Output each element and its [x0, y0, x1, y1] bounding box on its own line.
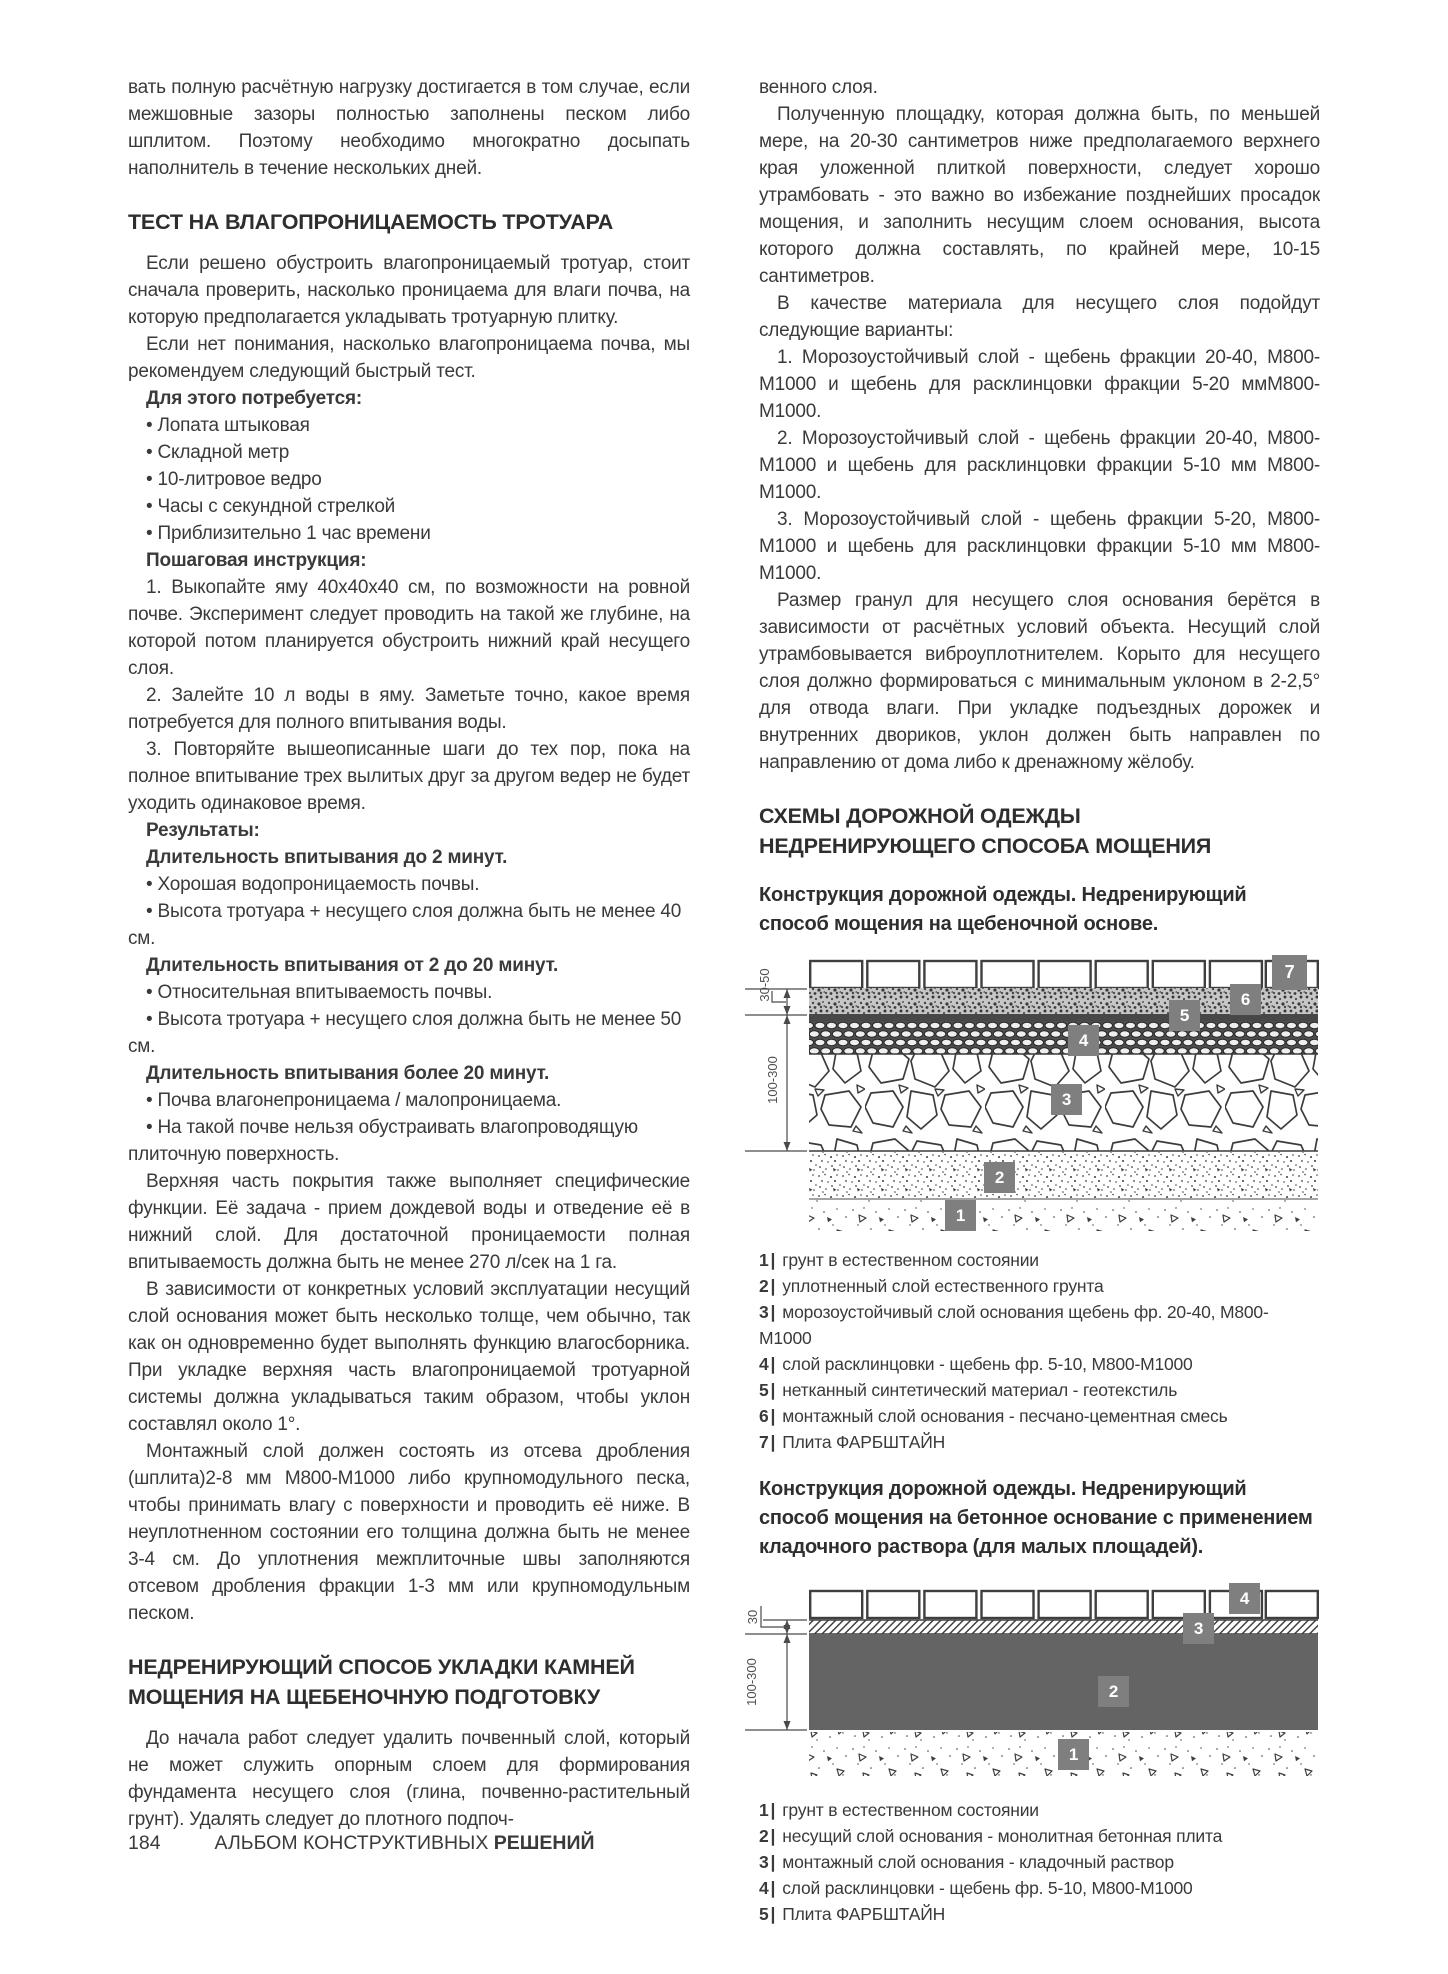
step-item: 2. Залейте 10 л воды в яму. Заметьте точно, какое время потребуется для полного впитывания воды.	[128, 685, 690, 733]
legend-text: грунт в естественном состоянии	[782, 1800, 1039, 1820]
legend-text: грунт в естественном состоянии	[782, 1250, 1039, 1270]
legend-separator: |	[770, 1878, 776, 1898]
bullet-item: • Складной метр	[146, 442, 290, 463]
layer-badge: 3	[1183, 1613, 1214, 1644]
legend-item	[759, 1849, 1320, 1875]
legend-separator: |	[770, 1904, 776, 1924]
legend-text: монтажный слой основания - кладочный раствор	[782, 1852, 1174, 1872]
legend-separator: |	[770, 1800, 776, 1820]
subheading-concrete-base: Конструкция дорожной одежды. Недренирующий способ мощения на бетонное основание с применением кладочного раствора (для малых площадей).	[759, 1478, 1313, 1558]
legend-number: 1	[759, 1800, 769, 1820]
paragraph: вать полную расчётную нагрузку достигается в том случае, если межшовные зазоры полностью заполнены песком либо шплитом. Поэтому необходимо многократно досыпать наполнитель в течение нескольких дней.	[128, 77, 690, 179]
layer-badge: 2	[984, 1162, 1015, 1193]
label-required: Для этого потребуется:	[146, 388, 363, 409]
page-footer	[128, 1832, 594, 1855]
variant-item: 3. Морозоустойчивый слой - щебень фракции 5-20, М800-М1000 и щебень для расклинцовки фракции 5-10 мм М800-М1000.	[759, 509, 1320, 584]
legend-separator: |	[770, 1852, 776, 1872]
paragraph: венного слоя.	[759, 77, 878, 98]
legend-item	[759, 1823, 1320, 1849]
legend-item	[759, 1351, 1320, 1377]
legend-number: 4	[759, 1354, 769, 1374]
legend-text: слой расклинцовки - щебень фр. 5-10, М800-М1000	[782, 1354, 1193, 1374]
paragraph: Если решено обустроить влагопроницаемый тротуар, стоит сначала проверить, насколько проницаема для влаги почва, на которую предполагается укладывать тротуарную плитку.	[128, 253, 690, 328]
layer-concrete-slab	[809, 1634, 1318, 1730]
legend-text: слой расклинцовки - щебень фр. 5-10, М800-М1000	[782, 1878, 1193, 1898]
legend-item	[759, 1875, 1320, 1901]
heading-line: МОЩЕНИЯ НА ЩЕБЕНОЧНУЮ ПОДГОТОВКУ	[128, 1685, 601, 1709]
legend-text: монтажный слой основания - песчано-цементная смесь	[782, 1406, 1228, 1426]
step-item: 3. Повторяйте вышеописанные шаги до тех пор, пока на полное впитывание трех вылитых друг за другом ведер не будет уходить одинаковое время.	[128, 739, 690, 814]
variant-item: 2. Морозоустойчивый слой - щебень фракции 20-40, М800-М1000 и щебень для расклинцовки фракции 5-10 мм М800-М1000.	[759, 428, 1320, 503]
paragraph: Монтажный слой должен состоять из отсева дробления (шплита)2-8 мм М800-М1000 либо крупномодульного песка, чтобы принимать влагу с поверхности и проводить её ниже. В неуплотненном состоянии его толщина должна быть не менее 3-4 см. До уплотнения межплиточные швы заполняются отсевом дробления фракции 1-3 мм или крупномодульным песком.	[128, 1441, 690, 1624]
variant-item: 1. Морозоустойчивый слой - щебень фракции 20-40, М800-М1000 и щебень для расклинцовки фракции 5-20 ммМ800-М1000.	[759, 347, 1320, 422]
dimension-label: 100-300	[765, 1056, 780, 1104]
legend-text: морозоустойчивый слой основания щебень фр. 20-40, М800-М1000	[759, 1302, 1269, 1348]
result-title: Длительность впитывания от 2 до 20 минут.	[146, 955, 559, 976]
layer-badge: 3	[1051, 1084, 1082, 1115]
diagram-gravel-base	[745, 953, 1320, 1231]
legend-number: 3	[759, 1302, 769, 1322]
layer-badge: 4	[1068, 1025, 1099, 1056]
legend-number: 2	[759, 1826, 769, 1846]
legend-number: 6	[759, 1406, 769, 1426]
layer-badge: 6	[1230, 984, 1261, 1015]
subheading-gravel-base: Конструкция дорожной одежды. Недренирующий способ мощения на щебеночной основе.	[759, 884, 1247, 935]
bullet-item: • Часы с секундной стрелкой	[146, 496, 396, 517]
legend-concrete-base	[759, 1797, 1320, 1927]
bullet-item: • Лопата штыковая	[146, 415, 310, 436]
legend-number: 5	[759, 1904, 769, 1924]
dimension-label: 30-50	[757, 968, 772, 1002]
legend-separator: |	[770, 1406, 776, 1426]
left-column	[128, 74, 690, 1833]
layer-badge: 1	[945, 1200, 976, 1231]
paragraph: Размер гранул для несущего слоя основания берётся в зависимости от расчётных условий объекта. Несущий слой утрамбовывается виброуплотнителем. Корыто для несущего слоя должно формироваться с минимальным уклоном в 2-2,5° для отвода влаги. При укладке подъездных дорожек и внутренних двориков, уклон должен быть направлен по направлению от дома либо к дренажному жёлобу.	[759, 590, 1320, 773]
footer-title-bold: РЕШЕНИЙ	[493, 1832, 595, 1854]
legend-separator: |	[770, 1432, 776, 1452]
bullet-item: • 10-литровое ведро	[146, 469, 322, 490]
label-results: Результаты:	[146, 820, 260, 841]
layer-masonry-mortar	[809, 1620, 1318, 1634]
paragraph: Верхняя часть покрытия также выполняет специфические функции. Её задача - прием дождевой воды и отведение её в нижний слой. Для достаточной проницаемости полная впитываемость должна быть не менее 270 л/сек на 1 га.	[128, 1171, 690, 1273]
bullet-item: • Хорошая водопроницаемость почвы.	[146, 874, 480, 895]
heading-nondraining-method	[128, 1652, 690, 1712]
legend-number: 1	[759, 1250, 769, 1270]
layer-compacted-soil	[809, 1152, 1318, 1199]
bullet-item: • Приблизительно 1 час времени	[146, 523, 431, 544]
legend-separator: |	[770, 1250, 776, 1270]
result-title: Длительность впитывания до 2 минут.	[146, 847, 508, 868]
layer-natural-soil	[809, 1200, 1318, 1231]
legend-item	[759, 1273, 1320, 1299]
layer-geotextile	[809, 1014, 1318, 1021]
layer-badge: 1	[1058, 1739, 1089, 1770]
heading-line: НЕДРЕНИРУЮЩИЙ СПОСОБ УКЛАДКИ КАМНЕЙ	[128, 1655, 635, 1679]
legend-item	[759, 1901, 1320, 1927]
paragraph: Если нет понимания, насколько влагопроницаема почва, мы рекомендуем следующий быстрый тест.	[128, 334, 690, 382]
layer-wedging-gravel	[809, 1021, 1318, 1054]
bullet-item: • Относительная впитываемость почвы.	[146, 982, 493, 1003]
dimension-label: 100-300	[744, 1658, 759, 1706]
legend-number: 2	[759, 1276, 769, 1296]
footer-book-title	[215, 1832, 595, 1854]
legend-separator: |	[770, 1380, 776, 1400]
legend-separator: |	[770, 1302, 776, 1322]
legend-separator: |	[770, 1276, 776, 1296]
legend-text: нетканный синтетический материал - геотекстиль	[782, 1380, 1178, 1400]
diagram-concrete-base	[745, 1576, 1320, 1781]
legend-text: уплотненный слой естественного грунта	[782, 1276, 1104, 1296]
right-column	[744, 74, 1320, 1927]
legend-gravel-base	[759, 1247, 1320, 1455]
legend-item	[759, 1247, 1320, 1273]
legend-number: 3	[759, 1852, 769, 1872]
legend-number: 7	[759, 1432, 769, 1452]
bullet-item: • Высота тротуара + несущего слоя должна быть не менее 40 см.	[128, 901, 682, 949]
legend-number: 4	[759, 1878, 769, 1898]
bullet-item: • Почва влагонепроницаема / малопроницаема.	[146, 1090, 562, 1111]
legend-number: 5	[759, 1380, 769, 1400]
paragraph: Полученную площадку, которая должна быть, по меньшей мере, на 20-30 сантиметров ниже предполагаемого верхнего края уложенной плиткой поверхности, следует хорошо утрамбовать - это важно во избежание позднейших просадок мощения, и заполнить несущим слоем основания, высота которого должна составлять, по крайней мере, 10-15 сантиметров.	[759, 104, 1320, 287]
result-title: Длительность впитывания более 20 минут.	[146, 1063, 550, 1084]
legend-text: Плита ФАРБШТАЙН	[782, 1432, 946, 1452]
legend-item	[759, 1299, 1320, 1351]
legend-separator: |	[770, 1826, 776, 1846]
bullet-item: • Высота тротуара + несущего слоя должна быть не менее 50 см.	[128, 1009, 682, 1057]
layer-badge: 5	[1169, 1000, 1200, 1031]
label-steps: Пошаговая инструкция:	[146, 550, 367, 571]
page-number: 184	[128, 1832, 161, 1854]
heading-pavement-schemes	[759, 801, 1320, 861]
layer-badge: 4	[1229, 1583, 1260, 1614]
layer-badge: 7	[1272, 955, 1307, 990]
paragraph: До начала работ следует удалить почвенный слой, который не может служить опорным слоем для формирования фундамента несущего слоя (глина, почвенно-растительный грунт). Удалять следует до плотного подпоч-	[128, 1728, 690, 1830]
legend-item	[759, 1403, 1320, 1429]
legend-separator: |	[770, 1354, 776, 1374]
layer-badge: 2	[1098, 1676, 1129, 1707]
paragraph: В качестве материала для несущего слоя подойдут следующие варианты:	[759, 293, 1320, 341]
legend-item	[759, 1797, 1320, 1823]
heading-line: СХЕМЫ ДОРОЖНОЙ ОДЕЖДЫ	[759, 804, 1081, 828]
paragraph: В зависимости от конкретных условий эксплуатации несущий слой основания может быть несколько толще, чем обычно, так как он одновременно будет выполнять функцию влагосборника. При укладке верхняя часть влагопроницаемой тротуарной системы должна укладываться таким образом, чтобы уклон составлял около 1°.	[128, 1279, 690, 1435]
footer-title-regular: АЛЬБОМ КОНСТРУКТИВНЫХ	[214, 1832, 489, 1854]
heading-line: НЕДРЕНИРУЮЩЕГО СПОСОБА МОЩЕНИЯ	[759, 834, 1212, 858]
legend-text: несущий слой основания - монолитная бетонная плита	[782, 1826, 1223, 1846]
step-item: 1. Выкопайте яму 40х40х40 см, по возможности на ровной почве. Эксперимент следует проводить на такой же глубине, на которой потом планируется обустроить нижний край несущего слоя.	[128, 577, 690, 679]
legend-text: Плита ФАРБШТАЙН	[782, 1904, 946, 1924]
bullet-item: • На такой почве нельзя обустраивать влагопроводящую плиточную поверхность.	[128, 1117, 638, 1165]
legend-item	[759, 1377, 1320, 1403]
heading-permeability-test: ТЕСТ НА ВЛАГОПРОНИЦАЕМОСТЬ ТРОТУАРА	[128, 210, 614, 234]
legend-item	[759, 1429, 1320, 1455]
dimension-label: 30	[745, 1609, 760, 1625]
